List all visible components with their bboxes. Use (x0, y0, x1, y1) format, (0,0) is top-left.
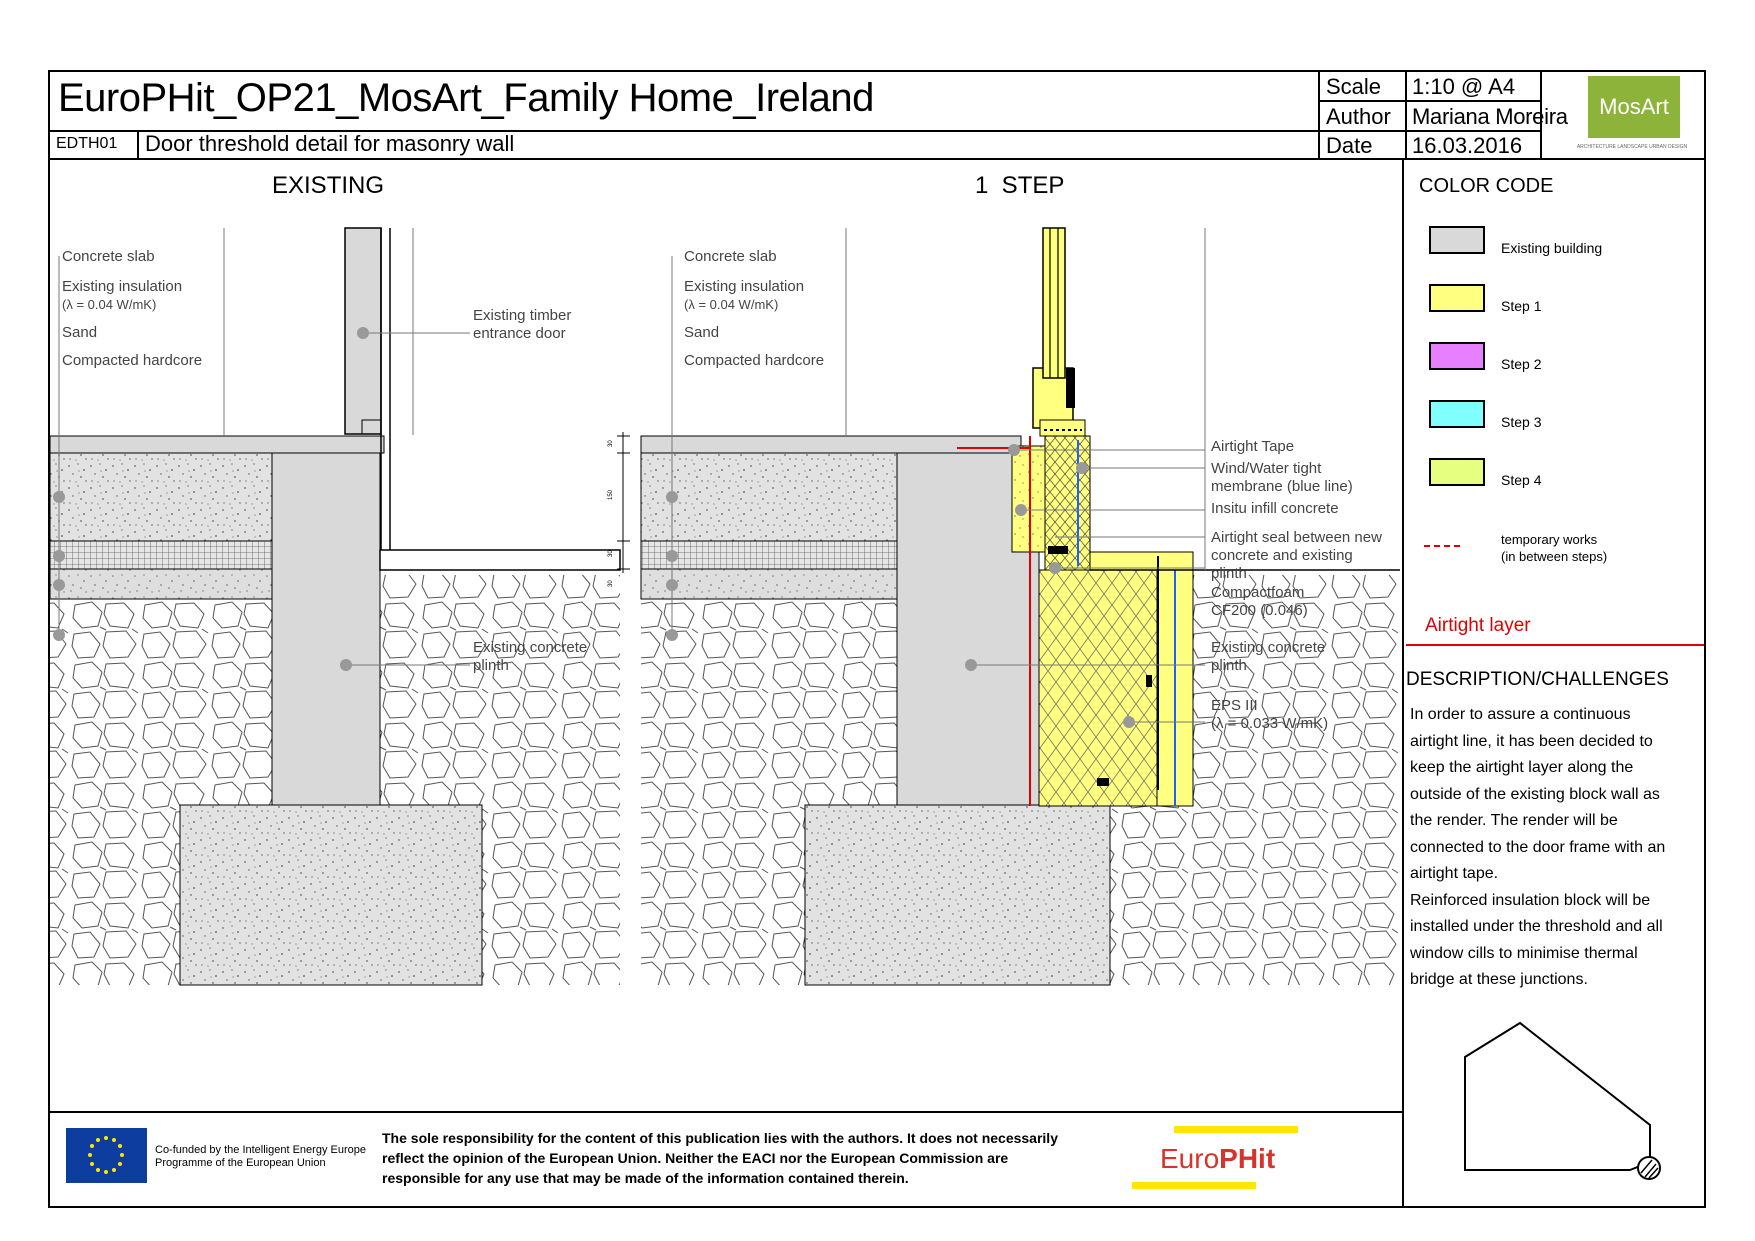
existing-plinth (272, 453, 380, 805)
step1-slab (641, 453, 897, 541)
eu-cofunded-line2: Programme of the European Union (155, 1157, 326, 1169)
existing-hardcore-marker (53, 629, 65, 641)
step1-hardcore-label: Compacted hardcore (684, 352, 825, 369)
existing-slab-marker (53, 491, 65, 503)
description-line: bridge at these junctions. (1410, 971, 1588, 988)
step1-sand (641, 569, 897, 599)
step1-fixing (1048, 546, 1068, 554)
dim-label: 150 (608, 489, 614, 500)
disclaimer-line3: responsible for any use that may be made of the information contained therein. (382, 1170, 909, 1186)
step1-tape-label: Airtight Tape (1211, 438, 1295, 455)
legend-label-existing: Existing building (1501, 240, 1603, 256)
existing-slab-label: Concrete slab (62, 248, 155, 265)
dim-label: 30 (608, 440, 614, 447)
step1-tape-marker (1008, 444, 1020, 456)
step1-membrane-label-2: membrane (blue line) (1211, 478, 1353, 495)
step1-insitu-label: Insitu infill concrete (1211, 500, 1339, 517)
step1-eps-insulation (1039, 570, 1157, 806)
existing-insulation-lambda: (λ = 0.04 W/mK) (62, 297, 157, 312)
key-plan-outline (1465, 1023, 1650, 1170)
description-line: airtight tape. (1410, 865, 1499, 882)
disclaimer-line2: reflect the opinion of the European Union. Neither the EACI nor the European Commission are (382, 1150, 1009, 1166)
legend-label-step4: Step 4 (1501, 472, 1542, 488)
mosart-tagline: ARCHITECTURE LANDSCAPE URBAN DESIGN (1576, 144, 1688, 150)
step1-slab-label: Concrete slab (684, 248, 777, 265)
existing-sand (50, 569, 272, 599)
scale-label: Scale (1326, 74, 1382, 99)
existing-insulation-label: Existing insulation (62, 278, 183, 295)
existing-heading: EXISTING (272, 172, 385, 199)
legend-temp-label-1: temporary works (1501, 532, 1598, 547)
existing-sand-label: Sand (62, 324, 98, 341)
step1-eps-marker (1123, 716, 1135, 728)
existing-sand-marker (53, 579, 65, 591)
step1-plinth-label-1: Existing concrete (1211, 639, 1326, 656)
description-line: the render. The render will be (1410, 812, 1618, 829)
legend-swatch-step2 (1429, 342, 1485, 370)
description-line: connected to the door frame with an (1410, 838, 1666, 856)
legend-swatch-step4 (1429, 458, 1485, 486)
description-line: airtight line, it has been decided to (1410, 732, 1653, 750)
step1-plinth-label-2: plinth (1211, 657, 1247, 674)
europhit-logo-phit: PHit (1219, 1143, 1276, 1174)
description-body (1410, 702, 1700, 994)
eu-cofunded-line1: Co-funded by the Intelligent Energy Europe (155, 1144, 366, 1156)
step1-foundation (805, 805, 1110, 985)
project-title: EuroPHit_OP21_MosArt_Family Home_Ireland (58, 76, 874, 120)
existing-door-label-2: entrance door (473, 325, 566, 342)
europhit-logo (1160, 1143, 1275, 1175)
step1-threshold-step (1090, 552, 1193, 570)
key-plan-detail-marker (1638, 1157, 1660, 1179)
description-line: In order to assure a continuous (1410, 706, 1631, 723)
existing-plinth-marker (340, 659, 352, 671)
description-line: keep the airtight layer along the (1410, 759, 1634, 776)
drawing-title: Door threshold detail for masonry wall (145, 131, 515, 156)
dim-label: 30 (608, 550, 614, 557)
existing-foundation (180, 805, 482, 985)
date-value: 16.03.2016 (1412, 133, 1523, 158)
key-plan (1465, 1023, 1660, 1179)
step1-insulation-label: Existing insulation (684, 278, 805, 295)
step1-hardcore-marker (666, 629, 678, 641)
step1-eps-label-2: (λ = 0.033 W/mK) (1211, 715, 1329, 732)
step1-insulation-marker (666, 550, 678, 562)
drawing-code: EDTH01 (56, 135, 118, 152)
step1-membrane-marker (1076, 462, 1088, 474)
step1-compactfoam-marker (1049, 562, 1061, 574)
step1-slab-marker (666, 491, 678, 503)
legend-swatch-step1 (1429, 284, 1485, 312)
step1-seal-label-3: plinth (1211, 565, 1247, 582)
existing-insulation (50, 541, 272, 569)
legend-label-step3: Step 3 (1501, 414, 1542, 430)
airtight-layer-label: Airtight layer (1425, 615, 1531, 636)
legend-temp-label-2: (in between steps) (1501, 549, 1608, 564)
step1-insitu-concrete (1012, 446, 1045, 552)
step1-compactfoam-label-2: CF200 (0.046) (1211, 602, 1308, 619)
legend-label-step2: Step 2 (1501, 356, 1542, 372)
step1-compactfoam-label-1: Compactfoam (1211, 584, 1305, 601)
step1-insulation (641, 541, 897, 569)
step1-door-seal (1066, 368, 1075, 408)
disclaimer-line1: The sole responsibility for the content of this publication lies with the authors. It does not necessarily (382, 1130, 1058, 1146)
description-line: window cills to minimise thermal (1410, 944, 1638, 962)
europhit-bar-bottom (1132, 1182, 1256, 1189)
step1-door-leaf (1043, 228, 1065, 378)
step1-membrane-label-1: Wind/Water tight (1211, 460, 1322, 477)
europhit-bar-top (1174, 1126, 1298, 1133)
legend-heading: COLOR CODE (1419, 175, 1554, 197)
mosart-logo-text: MosArt (1599, 94, 1669, 119)
existing-plinth-label-2: plinth (473, 657, 509, 674)
step1-insitu-marker (1015, 504, 1027, 516)
existing-plinth-label-1: Existing concrete (473, 639, 588, 656)
step1-insulation-lambda: (λ = 0.04 W/mK) (684, 297, 779, 312)
description-line: installed under the threshold and all (1410, 918, 1663, 935)
existing-hardcore-label: Compacted hardcore (62, 352, 203, 369)
existing-step-top (380, 550, 620, 570)
author-label: Author (1326, 104, 1391, 129)
step1-screed (641, 436, 1021, 453)
legend-swatch-existing (1429, 226, 1485, 254)
existing-insulation-marker (53, 550, 65, 562)
step1-plinth-marker (965, 659, 977, 671)
existing-door-label-1: Existing timber (473, 307, 572, 324)
step1-eps-label-1: EPS III (1211, 697, 1258, 714)
date-label: Date (1326, 133, 1373, 158)
existing-door-marker (357, 327, 369, 339)
step1-seal-label-2: concrete and existing (1211, 547, 1353, 564)
description-line: outside of the existing block wall as (1410, 785, 1660, 803)
dim-label: 30 (608, 580, 614, 587)
legend-swatch-step3 (1429, 400, 1485, 428)
existing-slab (50, 453, 272, 541)
step1-sand-label: Sand (684, 324, 720, 341)
author-value: Mariana Moreira (1412, 104, 1568, 129)
step1-heading: 1 STEP (975, 172, 1065, 199)
europhit-logo-euro: Euro (1160, 1143, 1220, 1174)
scale-value: 1:10 @ A4 (1412, 74, 1516, 99)
step1-seal-label-1: Airtight seal between new (1211, 529, 1382, 546)
description-line: Reinforced insulation block will be (1410, 891, 1651, 909)
legend-label-step1: Step 1 (1501, 298, 1542, 314)
description-heading: DESCRIPTION/CHALLENGES (1406, 669, 1669, 690)
step1-sand-marker (666, 579, 678, 591)
existing-screed (50, 436, 384, 453)
step1-threshold-profile (1040, 420, 1085, 436)
